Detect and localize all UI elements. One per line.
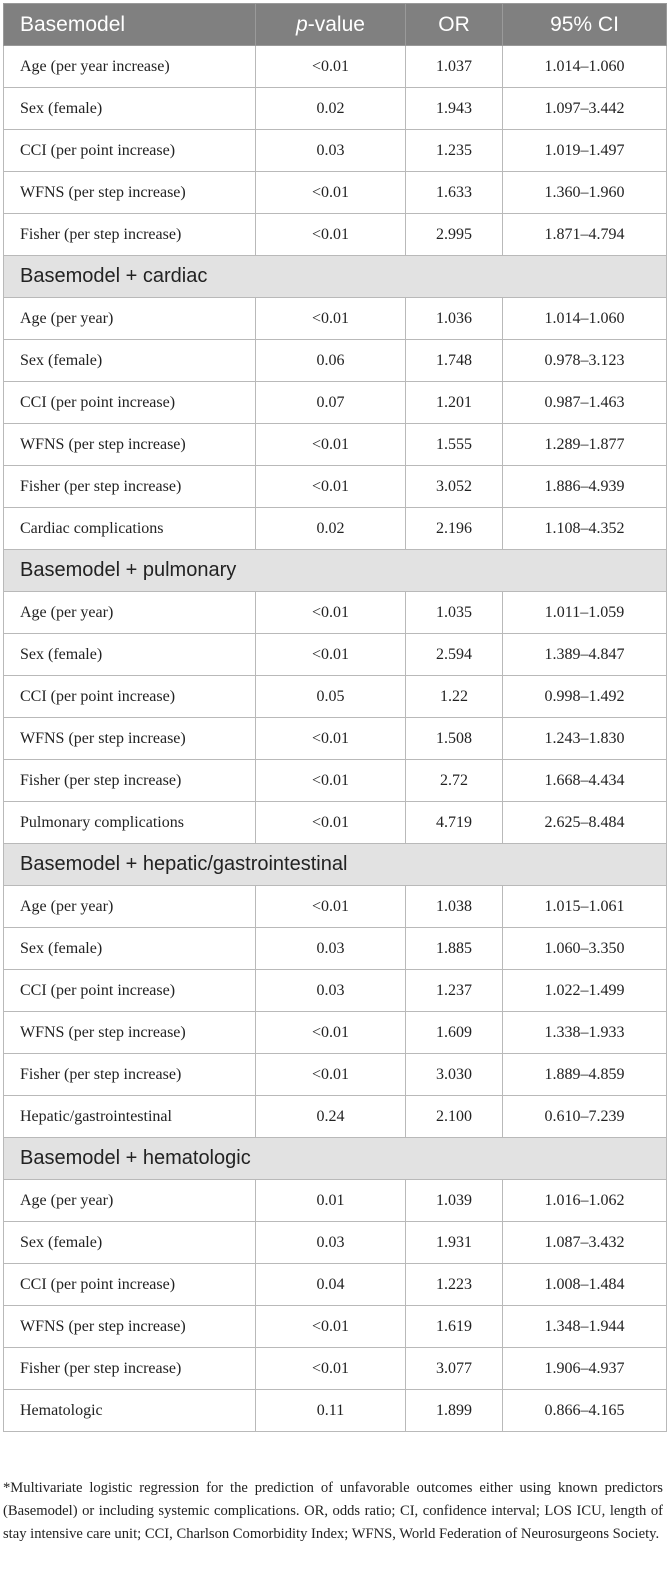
p-value-cell: 0.03 bbox=[256, 1222, 406, 1264]
odds-ratio-cell: 2.72 bbox=[406, 760, 503, 802]
confidence-interval-cell: 1.389–4.847 bbox=[503, 634, 667, 676]
confidence-interval-cell: 0.987–1.463 bbox=[503, 382, 667, 424]
table-row bbox=[4, 1096, 667, 1138]
odds-ratio-cell: 2.594 bbox=[406, 634, 503, 676]
odds-ratio-cell: 1.037 bbox=[406, 46, 503, 88]
table-footnote: *Multivariate logistic regression for the prediction of unfavorable outcomes either using known predictors (Basemodel) or including systemic complications. OR, odds ratio; CI, confidence interval; LOS ICU, length of stay intensive care unit; CCI, Charlson Comorbidity Index; WFNS, World Federation of Neurosurgeons Society. bbox=[3, 1480, 663, 1542]
p-value-cell: <0.01 bbox=[256, 634, 406, 676]
p-value-cell: 0.03 bbox=[256, 928, 406, 970]
confidence-interval-cell: 2.625–8.484 bbox=[503, 802, 667, 844]
table-row bbox=[4, 1054, 667, 1096]
header-basemodel: Basemodel bbox=[4, 4, 256, 46]
confidence-interval-cell: 1.008–1.484 bbox=[503, 1264, 667, 1306]
confidence-interval-cell: 0.610–7.239 bbox=[503, 1096, 667, 1138]
odds-ratio-cell: 1.223 bbox=[406, 1264, 503, 1306]
confidence-interval-cell: 1.014–1.060 bbox=[503, 46, 667, 88]
confidence-interval-cell: 1.338–1.933 bbox=[503, 1012, 667, 1054]
odds-ratio-cell: 3.052 bbox=[406, 466, 503, 508]
section-title: Basemodel + hematologic bbox=[4, 1138, 667, 1180]
table-row bbox=[4, 382, 667, 424]
predictor-cell: Age (per year increase) bbox=[4, 46, 256, 88]
p-value-cell: <0.01 bbox=[256, 1348, 406, 1390]
predictor-cell: Sex (female) bbox=[4, 1222, 256, 1264]
confidence-interval-cell: 1.019–1.497 bbox=[503, 130, 667, 172]
header-or: OR bbox=[406, 4, 503, 46]
table-row bbox=[4, 802, 667, 844]
odds-ratio-cell: 1.633 bbox=[406, 172, 503, 214]
confidence-interval-cell: 1.014–1.060 bbox=[503, 298, 667, 340]
table-row bbox=[4, 1306, 667, 1348]
odds-ratio-cell: 1.035 bbox=[406, 592, 503, 634]
table-row bbox=[4, 130, 667, 172]
table-row bbox=[4, 1222, 667, 1264]
confidence-interval-cell: 1.011–1.059 bbox=[503, 592, 667, 634]
p-value-cell: 0.06 bbox=[256, 340, 406, 382]
p-value-cell: <0.01 bbox=[256, 298, 406, 340]
table-body bbox=[4, 46, 667, 1432]
header-p-rest: -value bbox=[307, 12, 365, 36]
odds-ratio-cell: 1.235 bbox=[406, 130, 503, 172]
header-p-value bbox=[256, 4, 406, 46]
header-row bbox=[4, 4, 667, 46]
predictor-cell: Age (per year) bbox=[4, 886, 256, 928]
predictor-cell: Fisher (per step increase) bbox=[4, 214, 256, 256]
table-row bbox=[4, 88, 667, 130]
p-value-cell: 0.05 bbox=[256, 676, 406, 718]
section-row bbox=[4, 844, 667, 886]
confidence-interval-cell: 1.022–1.499 bbox=[503, 970, 667, 1012]
predictor-cell: Hepatic/gastrointestinal bbox=[4, 1096, 256, 1138]
p-value-cell: <0.01 bbox=[256, 424, 406, 466]
p-value-cell: <0.01 bbox=[256, 592, 406, 634]
predictor-cell: Fisher (per step increase) bbox=[4, 1348, 256, 1390]
odds-ratio-cell: 2.100 bbox=[406, 1096, 503, 1138]
confidence-interval-cell: 1.243–1.830 bbox=[503, 718, 667, 760]
table-row bbox=[4, 172, 667, 214]
table-row bbox=[4, 298, 667, 340]
confidence-interval-cell: 0.866–4.165 bbox=[503, 1390, 667, 1432]
table-row bbox=[4, 760, 667, 802]
odds-ratio-cell: 2.995 bbox=[406, 214, 503, 256]
table-row bbox=[4, 466, 667, 508]
confidence-interval-cell: 0.998–1.492 bbox=[503, 676, 667, 718]
p-value-cell: <0.01 bbox=[256, 760, 406, 802]
p-value-cell: 0.07 bbox=[256, 382, 406, 424]
predictor-cell: Age (per year) bbox=[4, 592, 256, 634]
odds-ratio-cell: 1.508 bbox=[406, 718, 503, 760]
section-title: Basemodel + pulmonary bbox=[4, 550, 667, 592]
confidence-interval-cell: 1.889–4.859 bbox=[503, 1054, 667, 1096]
predictor-cell: WFNS (per step increase) bbox=[4, 718, 256, 760]
confidence-interval-cell: 1.097–3.442 bbox=[503, 88, 667, 130]
predictor-cell: CCI (per point increase) bbox=[4, 676, 256, 718]
table-row bbox=[4, 676, 667, 718]
predictor-cell: WFNS (per step increase) bbox=[4, 424, 256, 466]
table-row bbox=[4, 634, 667, 676]
table-row bbox=[4, 424, 667, 466]
p-value-cell: 0.02 bbox=[256, 508, 406, 550]
odds-ratio-cell: 2.196 bbox=[406, 508, 503, 550]
predictor-cell: Hematologic bbox=[4, 1390, 256, 1432]
p-value-cell: <0.01 bbox=[256, 466, 406, 508]
predictor-cell: Fisher (per step increase) bbox=[4, 1054, 256, 1096]
confidence-interval-cell: 1.668–4.434 bbox=[503, 760, 667, 802]
odds-ratio-cell: 1.748 bbox=[406, 340, 503, 382]
table-row bbox=[4, 508, 667, 550]
odds-ratio-cell: 1.039 bbox=[406, 1180, 503, 1222]
confidence-interval-cell: 1.060–3.350 bbox=[503, 928, 667, 970]
table-row bbox=[4, 1264, 667, 1306]
confidence-interval-cell: 1.016–1.062 bbox=[503, 1180, 667, 1222]
p-value-cell: <0.01 bbox=[256, 1054, 406, 1096]
predictor-cell: Age (per year) bbox=[4, 1180, 256, 1222]
confidence-interval-cell: 1.871–4.794 bbox=[503, 214, 667, 256]
section-row bbox=[4, 256, 667, 298]
confidence-interval-cell: 1.348–1.944 bbox=[503, 1306, 667, 1348]
table-row bbox=[4, 340, 667, 382]
p-value-cell: <0.01 bbox=[256, 214, 406, 256]
odds-ratio-cell: 1.237 bbox=[406, 970, 503, 1012]
odds-ratio-cell: 1.899 bbox=[406, 1390, 503, 1432]
p-value-cell: 0.01 bbox=[256, 1180, 406, 1222]
odds-ratio-cell: 1.931 bbox=[406, 1222, 503, 1264]
section-title: Basemodel + hepatic/gastrointestinal bbox=[4, 844, 667, 886]
predictor-cell: Cardiac complications bbox=[4, 508, 256, 550]
p-value-cell: <0.01 bbox=[256, 718, 406, 760]
section-row bbox=[4, 1138, 667, 1180]
header-p-italic: p bbox=[296, 12, 308, 36]
regression-table bbox=[3, 3, 667, 1432]
odds-ratio-cell: 1.036 bbox=[406, 298, 503, 340]
odds-ratio-cell: 3.077 bbox=[406, 1348, 503, 1390]
confidence-interval-cell: 1.289–1.877 bbox=[503, 424, 667, 466]
p-value-cell: <0.01 bbox=[256, 46, 406, 88]
table-row bbox=[4, 886, 667, 928]
predictor-cell: CCI (per point increase) bbox=[4, 130, 256, 172]
predictor-cell: CCI (per point increase) bbox=[4, 1264, 256, 1306]
table-row bbox=[4, 1348, 667, 1390]
p-value-cell: 0.24 bbox=[256, 1096, 406, 1138]
table-row bbox=[4, 1390, 667, 1432]
p-value-cell: <0.01 bbox=[256, 802, 406, 844]
section-row bbox=[4, 550, 667, 592]
odds-ratio-cell: 1.22 bbox=[406, 676, 503, 718]
p-value-cell: 0.02 bbox=[256, 88, 406, 130]
predictor-cell: Sex (female) bbox=[4, 634, 256, 676]
odds-ratio-cell: 1.038 bbox=[406, 886, 503, 928]
table-row bbox=[4, 1180, 667, 1222]
section-title: Basemodel + cardiac bbox=[4, 256, 667, 298]
predictor-cell: CCI (per point increase) bbox=[4, 970, 256, 1012]
confidence-interval-cell: 1.886–4.939 bbox=[503, 466, 667, 508]
confidence-interval-cell: 1.108–4.352 bbox=[503, 508, 667, 550]
predictor-cell: WFNS (per step increase) bbox=[4, 1306, 256, 1348]
p-value-cell: 0.03 bbox=[256, 970, 406, 1012]
p-value-cell: 0.04 bbox=[256, 1264, 406, 1306]
predictor-cell: WFNS (per step increase) bbox=[4, 172, 256, 214]
table-row bbox=[4, 928, 667, 970]
odds-ratio-cell: 1.619 bbox=[406, 1306, 503, 1348]
odds-ratio-cell: 4.719 bbox=[406, 802, 503, 844]
table-row bbox=[4, 214, 667, 256]
header-ci: 95% CI bbox=[503, 4, 667, 46]
predictor-cell: Age (per year) bbox=[4, 298, 256, 340]
odds-ratio-cell: 1.943 bbox=[406, 88, 503, 130]
table-row bbox=[4, 1012, 667, 1054]
table-row bbox=[4, 718, 667, 760]
confidence-interval-cell: 1.906–4.937 bbox=[503, 1348, 667, 1390]
predictor-cell: Sex (female) bbox=[4, 928, 256, 970]
predictor-cell: Pulmonary complications bbox=[4, 802, 256, 844]
p-value-cell: 0.03 bbox=[256, 130, 406, 172]
table-row bbox=[4, 592, 667, 634]
table-row bbox=[4, 970, 667, 1012]
predictor-cell: WFNS (per step increase) bbox=[4, 1012, 256, 1054]
confidence-interval-cell: 1.015–1.061 bbox=[503, 886, 667, 928]
p-value-cell: <0.01 bbox=[256, 886, 406, 928]
odds-ratio-cell: 1.201 bbox=[406, 382, 503, 424]
predictor-cell: Fisher (per step increase) bbox=[4, 466, 256, 508]
p-value-cell: <0.01 bbox=[256, 1306, 406, 1348]
confidence-interval-cell: 0.978–3.123 bbox=[503, 340, 667, 382]
odds-ratio-cell: 3.030 bbox=[406, 1054, 503, 1096]
predictor-cell: Sex (female) bbox=[4, 340, 256, 382]
confidence-interval-cell: 1.087–3.432 bbox=[503, 1222, 667, 1264]
predictor-cell: Sex (female) bbox=[4, 88, 256, 130]
odds-ratio-cell: 1.609 bbox=[406, 1012, 503, 1054]
predictor-cell: Fisher (per step increase) bbox=[4, 760, 256, 802]
p-value-cell: 0.11 bbox=[256, 1390, 406, 1432]
odds-ratio-cell: 1.555 bbox=[406, 424, 503, 466]
confidence-interval-cell: 1.360–1.960 bbox=[503, 172, 667, 214]
odds-ratio-cell: 1.885 bbox=[406, 928, 503, 970]
table-row bbox=[4, 46, 667, 88]
p-value-cell: <0.01 bbox=[256, 1012, 406, 1054]
p-value-cell: <0.01 bbox=[256, 172, 406, 214]
predictor-cell: CCI (per point increase) bbox=[4, 382, 256, 424]
